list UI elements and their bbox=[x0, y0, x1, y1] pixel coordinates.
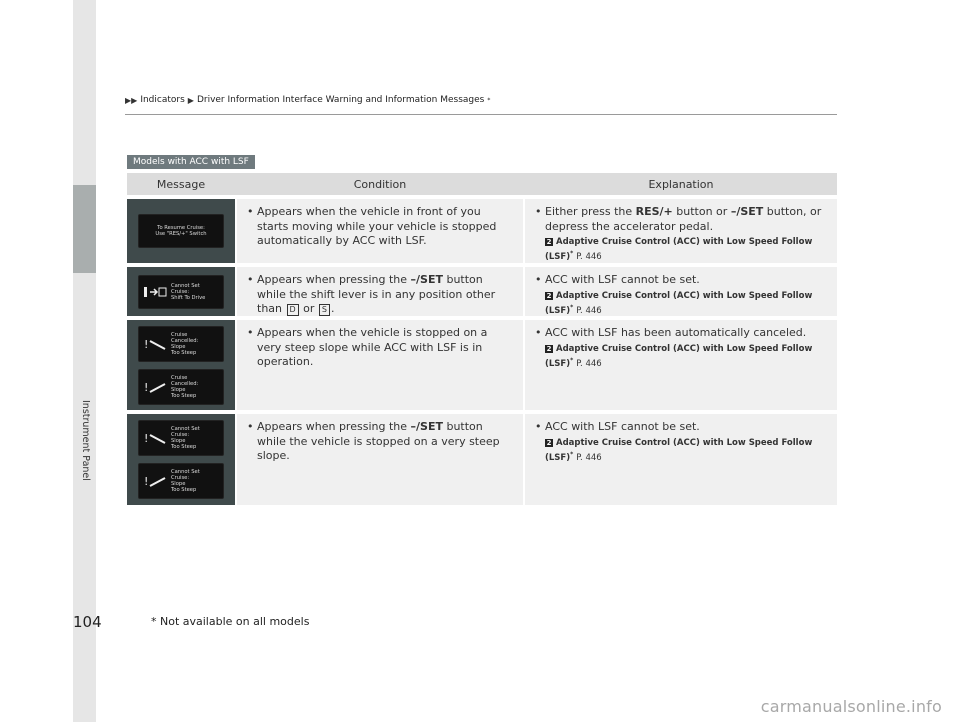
cross-reference[interactable]: 2 Adaptive Cruise Control (ACC) with Low Speed Follow (LSF)* P. 446 bbox=[545, 290, 813, 316]
message-image bbox=[127, 199, 235, 263]
table-row bbox=[127, 414, 837, 505]
header-explanation: Explanation bbox=[648, 177, 714, 191]
condition-cell bbox=[235, 267, 525, 316]
breadcrumb-arrow-icon: ▶▶ bbox=[125, 95, 138, 105]
header-message: Message bbox=[156, 177, 206, 191]
explanation-cell bbox=[525, 320, 837, 410]
slope-warning-icon bbox=[139, 474, 171, 488]
ref-arrow-icon: 2 bbox=[546, 438, 552, 447]
ref-arrow-icon: 2 bbox=[546, 238, 552, 246]
sidebar-section-label: Instrument Panel bbox=[80, 400, 91, 481]
display-screen: ! Cruise Cancelled: Slope Too Steep bbox=[138, 369, 224, 405]
cross-reference[interactable]: 2 Adaptive Cruise Control (ACC) with Low Speed Follow (LSF)* P. 446 bbox=[545, 437, 813, 463]
cross-reference[interactable]: 2 Adaptive Cruise Control (ACC) with Low Speed Follow (LSF)* P. 446 bbox=[545, 343, 813, 369]
condition-cell bbox=[235, 320, 525, 410]
message-image bbox=[127, 320, 235, 410]
explanation-cell bbox=[525, 414, 837, 505]
bullet-icon: • bbox=[247, 205, 254, 218]
display-screen: ! Cannot Set Cruise: Slope Too Steep bbox=[138, 420, 224, 456]
messages-table bbox=[127, 173, 837, 505]
gear-key-d: D bbox=[287, 304, 299, 316]
breadcrumb-asterisk: * bbox=[487, 96, 491, 104]
svg-text:!: ! bbox=[144, 475, 149, 488]
message-image bbox=[127, 267, 235, 316]
display-screen: Cannot Set Cruise: Shift To Drive bbox=[138, 275, 224, 309]
condition-cell bbox=[235, 199, 525, 263]
bullet-icon: • bbox=[247, 326, 254, 339]
slope-warning-icon bbox=[139, 380, 171, 394]
svg-text:!: ! bbox=[144, 432, 149, 445]
bullet-icon: • bbox=[535, 420, 542, 433]
page-number: 104 bbox=[73, 613, 102, 631]
screen-line: Use "RES/+" Switch bbox=[155, 231, 207, 237]
breadcrumb-item-indicators[interactable]: Indicators bbox=[140, 95, 185, 105]
screen-line: To Resume Cruise: bbox=[157, 225, 205, 231]
shift-lever-icon bbox=[139, 285, 171, 299]
sidebar-tab-marker bbox=[73, 185, 96, 273]
explanation-text: Either press the RES/+ button or –/SET button, or depress the accelerator pedal. bbox=[545, 205, 822, 233]
bullet-icon: • bbox=[247, 420, 254, 433]
condition-cell bbox=[235, 414, 525, 505]
model-badge: Models with ACC with LSF bbox=[127, 155, 255, 169]
table-row bbox=[127, 199, 837, 263]
slope-warning-icon bbox=[139, 431, 171, 445]
condition-text: Appears when pressing the –/SET button while the vehicle is stopped on a very steep slope. bbox=[257, 420, 500, 462]
bullet-icon: • bbox=[535, 326, 542, 339]
cross-reference[interactable]: 2 Adaptive Cruise Control (ACC) with Low Speed Follow (LSF)* P. 446 bbox=[545, 237, 813, 262]
explanation-text: ACC with LSF cannot be set. bbox=[545, 273, 700, 286]
breadcrumb-item-messages[interactable]: Driver Information Interface Warning and Information Messages bbox=[196, 95, 485, 105]
bullet-icon: • bbox=[535, 205, 542, 218]
table-header bbox=[127, 173, 837, 195]
explanation-text: ACC with LSF has been automatically canceled. bbox=[545, 326, 807, 339]
display-screen: ! Cannot Set Cruise: Slope Too Steep bbox=[138, 463, 224, 499]
header-condition: Condition bbox=[353, 177, 407, 191]
condition-text: Appears when the vehicle in front of you starts moving while your vehicle is stopped automatically by ACC with LSF. bbox=[257, 205, 497, 247]
display-screen bbox=[138, 214, 224, 248]
header-divider bbox=[125, 114, 837, 115]
breadcrumb-arrow-icon: ▶ bbox=[187, 95, 194, 105]
svg-text:!: ! bbox=[144, 337, 149, 351]
condition-text: Appears when pressing the –/SET button while the shift lever is in any position other than D or S . bbox=[257, 273, 496, 315]
watermark: carmanualsonline.info bbox=[760, 697, 942, 716]
ref-arrow-icon: 2 bbox=[546, 344, 552, 353]
svg-text:!: ! bbox=[144, 380, 149, 394]
ref-arrow-icon: 2 bbox=[546, 291, 552, 300]
message-image bbox=[127, 414, 235, 505]
condition-text: Appears when the vehicle is stopped on a very steep slope while ACC with LSF is in operation. bbox=[257, 326, 488, 368]
footnote: * Not available on all models bbox=[151, 615, 310, 628]
bullet-icon: • bbox=[247, 273, 254, 286]
table-row bbox=[127, 320, 837, 410]
bullet-icon: • bbox=[535, 273, 542, 286]
breadcrumb bbox=[125, 95, 490, 105]
slope-warning-icon bbox=[139, 337, 171, 351]
explanation-cell bbox=[525, 267, 837, 316]
display-screen: ! Cruise Cancelled: Slope Too Steep bbox=[138, 326, 224, 362]
explanation-cell bbox=[525, 199, 837, 263]
table-row bbox=[127, 267, 837, 316]
explanation-text: ACC with LSF cannot be set. bbox=[545, 420, 700, 433]
gear-key-s: S bbox=[319, 304, 330, 316]
